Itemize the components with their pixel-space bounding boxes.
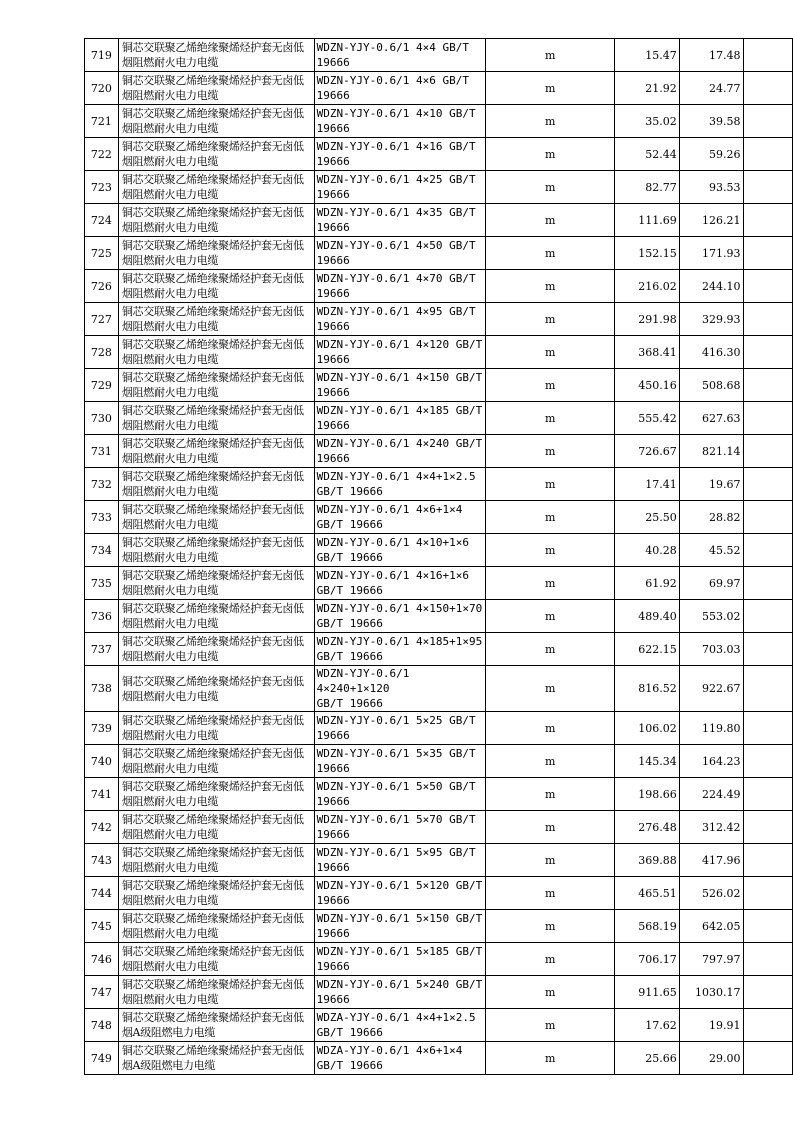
- price-1-cell: 450.16: [615, 369, 680, 402]
- table-row: [85, 633, 793, 666]
- product-name-cell: 铜芯交联聚乙烯绝缘聚烯烃护套无卤低烟阻燃耐火电力电缆: [118, 811, 314, 844]
- price-2-cell: 19.67: [679, 468, 743, 501]
- product-name-cell: 铜芯交联聚乙烯绝缘聚烯烃护套无卤低烟阻燃耐火电力电缆: [118, 534, 314, 567]
- price-2-cell: 164.23: [679, 745, 743, 778]
- product-name-cell: 铜芯交联聚乙烯绝缘聚烯烃护套无卤低烟阻燃耐火电力电缆: [118, 943, 314, 976]
- price-2-cell: 703.03: [679, 633, 743, 666]
- row-number-cell: 748: [85, 1009, 119, 1042]
- blank-cell: [743, 501, 792, 534]
- unit-cell: m: [486, 105, 615, 138]
- blank-cell: [743, 435, 792, 468]
- price-2-cell: 17.48: [679, 39, 743, 72]
- product-name-cell: 铜芯交联聚乙烯绝缘聚烯烃护套无卤低烟阻燃耐火电力电缆: [118, 402, 314, 435]
- price-1-cell: 465.51: [615, 877, 680, 910]
- unit-cell: m: [486, 39, 615, 72]
- table-row: [85, 778, 793, 811]
- price-2-cell: 922.67: [679, 666, 743, 712]
- row-number-cell: 732: [85, 468, 119, 501]
- price-2-cell: 28.82: [679, 501, 743, 534]
- product-name-cell: 铜芯交联聚乙烯绝缘聚烯烃护套无卤低烟阻燃耐火电力电缆: [118, 39, 314, 72]
- table-row: [85, 39, 793, 72]
- price-2-cell: 627.63: [679, 402, 743, 435]
- price-2-cell: 642.05: [679, 910, 743, 943]
- blank-cell: [743, 910, 792, 943]
- product-name-cell: 铜芯交联聚乙烯绝缘聚烯烃护套无卤低烟阻燃耐火电力电缆: [118, 468, 314, 501]
- product-name-cell: 铜芯交联聚乙烯绝缘聚烯烃护套无卤低烟阻燃耐火电力电缆: [118, 270, 314, 303]
- row-number-cell: 744: [85, 877, 119, 910]
- price-1-cell: 17.62: [615, 1009, 680, 1042]
- spec-cell: WDZN-YJY-0.6/1 4×185+1×95 GB/T 19666: [314, 633, 486, 666]
- product-name-cell: 铜芯交联聚乙烯绝缘聚烯烃护套无卤低烟阻燃耐火电力电缆: [118, 435, 314, 468]
- spec-cell: WDZN-YJY-0.6/1 4×16 GB/T 19666: [314, 138, 486, 171]
- row-number-cell: 739: [85, 712, 119, 745]
- table-row: [85, 468, 793, 501]
- blank-cell: [743, 171, 792, 204]
- table-row: [85, 567, 793, 600]
- spec-cell: WDZN-YJY-0.6/1 4×10+1×6 GB/T 19666: [314, 534, 486, 567]
- unit-cell: m: [486, 877, 615, 910]
- spec-cell: WDZN-YJY-0.6/1 5×185 GB/T 19666: [314, 943, 486, 976]
- price-2-cell: 59.26: [679, 138, 743, 171]
- price-1-cell: 17.41: [615, 468, 680, 501]
- price-2-cell: 69.97: [679, 567, 743, 600]
- unit-cell: m: [486, 369, 615, 402]
- row-number-cell: 743: [85, 844, 119, 877]
- row-number-cell: 726: [85, 270, 119, 303]
- price-1-cell: 489.40: [615, 600, 680, 633]
- product-name-cell: 铜芯交联聚乙烯绝缘聚烯烃护套无卤低烟阻燃耐火电力电缆: [118, 369, 314, 402]
- unit-cell: m: [486, 567, 615, 600]
- price-1-cell: 568.19: [615, 910, 680, 943]
- blank-cell: [743, 336, 792, 369]
- price-2-cell: 126.21: [679, 204, 743, 237]
- price-2-cell: 224.49: [679, 778, 743, 811]
- spec-cell: WDZN-YJY-0.6/1 4×4+1×2.5 GB/T 19666: [314, 468, 486, 501]
- table-row: [85, 204, 793, 237]
- price-2-cell: 19.91: [679, 1009, 743, 1042]
- table-row: [85, 138, 793, 171]
- blank-cell: [743, 666, 792, 712]
- spec-cell: WDZN-YJY-0.6/1 4×150+1×70 GB/T 19666: [314, 600, 486, 633]
- table-row: [85, 270, 793, 303]
- price-1-cell: 368.41: [615, 336, 680, 369]
- blank-cell: [743, 237, 792, 270]
- product-name-cell: 铜芯交联聚乙烯绝缘聚烯烃护套无卤低烟阻燃耐火电力电缆: [118, 72, 314, 105]
- price-2-cell: 119.80: [679, 712, 743, 745]
- unit-cell: m: [486, 600, 615, 633]
- row-number-cell: 733: [85, 501, 119, 534]
- unit-cell: m: [486, 171, 615, 204]
- spec-cell: WDZN-YJY-0.6/1 4×240 GB/T 19666: [314, 435, 486, 468]
- unit-cell: m: [486, 138, 615, 171]
- table-row: [85, 666, 793, 712]
- spec-cell: WDZN-YJY-0.6/1 4×120 GB/T 19666: [314, 336, 486, 369]
- product-name-cell: 铜芯交联聚乙烯绝缘聚烯烃护套无卤低烟阻燃耐火电力电缆: [118, 237, 314, 270]
- product-name-cell: 铜芯交联聚乙烯绝缘聚烯烃护套无卤低烟阻燃耐火电力电缆: [118, 501, 314, 534]
- price-1-cell: 61.92: [615, 567, 680, 600]
- spec-cell: WDZN-YJY-0.6/1 5×35 GB/T 19666: [314, 745, 486, 778]
- row-number-cell: 749: [85, 1042, 119, 1075]
- row-number-cell: 746: [85, 943, 119, 976]
- product-name-cell: 铜芯交联聚乙烯绝缘聚烯烃护套无卤低烟阻燃耐火电力电缆: [118, 844, 314, 877]
- table-row: [85, 501, 793, 534]
- table-row: [85, 171, 793, 204]
- row-number-cell: 737: [85, 633, 119, 666]
- unit-cell: m: [486, 270, 615, 303]
- unit-cell: m: [486, 468, 615, 501]
- price-1-cell: 555.42: [615, 402, 680, 435]
- table-row: [85, 976, 793, 1009]
- blank-cell: [743, 844, 792, 877]
- unit-cell: m: [486, 745, 615, 778]
- unit-cell: m: [486, 778, 615, 811]
- spec-cell: WDZN-YJY-0.6/1 4×35 GB/T 19666: [314, 204, 486, 237]
- product-name-cell: 铜芯交联聚乙烯绝缘聚烯烃护套无卤低烟阻燃耐火电力电缆: [118, 600, 314, 633]
- spec-cell: WDZN-YJY-0.6/1 5×25 GB/T 19666: [314, 712, 486, 745]
- price-1-cell: 911.65: [615, 976, 680, 1009]
- row-number-cell: 745: [85, 910, 119, 943]
- row-number-cell: 734: [85, 534, 119, 567]
- table-row: [85, 877, 793, 910]
- row-number-cell: 722: [85, 138, 119, 171]
- row-number-cell: 741: [85, 778, 119, 811]
- unit-cell: m: [486, 811, 615, 844]
- price-1-cell: 216.02: [615, 270, 680, 303]
- unit-cell: m: [486, 712, 615, 745]
- price-2-cell: 39.58: [679, 105, 743, 138]
- spec-cell: WDZN-YJY-0.6/1 4×25 GB/T 19666: [314, 171, 486, 204]
- spec-cell: WDZN-YJY-0.6/1 4×95 GB/T 19666: [314, 303, 486, 336]
- unit-cell: m: [486, 534, 615, 567]
- row-number-cell: 725: [85, 237, 119, 270]
- unit-cell: m: [486, 402, 615, 435]
- price-1-cell: 369.88: [615, 844, 680, 877]
- spec-cell: WDZN-YJY-0.6/1 4×6 GB/T 19666: [314, 72, 486, 105]
- product-name-cell: 铜芯交联聚乙烯绝缘聚烯烃护套无卤低烟阻燃耐火电力电缆: [118, 666, 314, 712]
- price-2-cell: 508.68: [679, 369, 743, 402]
- price-1-cell: 25.66: [615, 1042, 680, 1075]
- spec-cell: WDZN-YJY-0.6/1 5×95 GB/T 19666: [314, 844, 486, 877]
- product-name-cell: 铜芯交联聚乙烯绝缘聚烯烃护套无卤低烟阻燃耐火电力电缆: [118, 567, 314, 600]
- price-2-cell: 416.30: [679, 336, 743, 369]
- row-number-cell: 719: [85, 39, 119, 72]
- price-1-cell: 145.34: [615, 745, 680, 778]
- table-body: [85, 39, 793, 1075]
- price-1-cell: 706.17: [615, 943, 680, 976]
- table-row: [85, 600, 793, 633]
- price-2-cell: 553.02: [679, 600, 743, 633]
- table-row: [85, 745, 793, 778]
- blank-cell: [743, 138, 792, 171]
- spec-cell: WDZN-YJY-0.6/1 5×50 GB/T 19666: [314, 778, 486, 811]
- blank-cell: [743, 402, 792, 435]
- price-1-cell: 816.52: [615, 666, 680, 712]
- product-name-cell: 铜芯交联聚乙烯绝缘聚烯烃护套无卤低烟阻燃耐火电力电缆: [118, 633, 314, 666]
- spec-cell: WDZN-YJY-0.6/1 4×150 GB/T 19666: [314, 369, 486, 402]
- product-name-cell: 铜芯交联聚乙烯绝缘聚烯烃护套无卤低烟阻燃耐火电力电缆: [118, 336, 314, 369]
- price-1-cell: 622.15: [615, 633, 680, 666]
- price-2-cell: 1030.17: [679, 976, 743, 1009]
- spec-cell: WDZN-YJY-0.6/1 4×185 GB/T 19666: [314, 402, 486, 435]
- row-number-cell: 720: [85, 72, 119, 105]
- price-2-cell: 244.10: [679, 270, 743, 303]
- product-name-cell: 铜芯交联聚乙烯绝缘聚烯烃护套无卤低烟阻燃耐火电力电缆: [118, 171, 314, 204]
- price-2-cell: 329.93: [679, 303, 743, 336]
- price-2-cell: 24.77: [679, 72, 743, 105]
- product-name-cell: 铜芯交联聚乙烯绝缘聚烯烃护套无卤低烟阻燃耐火电力电缆: [118, 976, 314, 1009]
- spec-cell: WDZN-YJY-0.6/1 4×6+1×4 GB/T 19666: [314, 501, 486, 534]
- row-number-cell: 723: [85, 171, 119, 204]
- price-1-cell: 82.77: [615, 171, 680, 204]
- row-number-cell: 730: [85, 402, 119, 435]
- unit-cell: m: [486, 1042, 615, 1075]
- table-row: [85, 237, 793, 270]
- blank-cell: [743, 600, 792, 633]
- unit-cell: m: [486, 1009, 615, 1042]
- product-name-cell: 铜芯交联聚乙烯绝缘聚烯烃护套无卤低烟阻燃耐火电力电缆: [118, 105, 314, 138]
- table-row: [85, 369, 793, 402]
- row-number-cell: 742: [85, 811, 119, 844]
- row-number-cell: 731: [85, 435, 119, 468]
- table-row: [85, 72, 793, 105]
- row-number-cell: 721: [85, 105, 119, 138]
- unit-cell: m: [486, 72, 615, 105]
- unit-cell: m: [486, 666, 615, 712]
- spec-cell: WDZN-YJY-0.6/1 5×70 GB/T 19666: [314, 811, 486, 844]
- row-number-cell: 724: [85, 204, 119, 237]
- spec-cell: WDZN-YJY-0.6/1 4×70 GB/T 19666: [314, 270, 486, 303]
- price-1-cell: 15.47: [615, 39, 680, 72]
- blank-cell: [743, 976, 792, 1009]
- spec-cell: WDZA-YJY-0.6/1 4×4+1×2.5 GB/T 19666: [314, 1009, 486, 1042]
- blank-cell: [743, 712, 792, 745]
- price-2-cell: 417.96: [679, 844, 743, 877]
- blank-cell: [743, 943, 792, 976]
- price-2-cell: 526.02: [679, 877, 743, 910]
- unit-cell: m: [486, 435, 615, 468]
- blank-cell: [743, 877, 792, 910]
- unit-cell: m: [486, 237, 615, 270]
- table-row: [85, 534, 793, 567]
- blank-cell: [743, 633, 792, 666]
- row-number-cell: 735: [85, 567, 119, 600]
- table-row: [85, 844, 793, 877]
- unit-cell: m: [486, 910, 615, 943]
- unit-cell: m: [486, 303, 615, 336]
- price-1-cell: 21.92: [615, 72, 680, 105]
- blank-cell: [743, 778, 792, 811]
- price-2-cell: 797.97: [679, 943, 743, 976]
- product-name-cell: 铜芯交联聚乙烯绝缘聚烯烃护套无卤低烟A级阻燃电力电缆: [118, 1009, 314, 1042]
- product-name-cell: 铜芯交联聚乙烯绝缘聚烯烃护套无卤低烟阻燃耐火电力电缆: [118, 910, 314, 943]
- unit-cell: m: [486, 943, 615, 976]
- row-number-cell: 736: [85, 600, 119, 633]
- price-1-cell: 291.98: [615, 303, 680, 336]
- blank-cell: [743, 369, 792, 402]
- unit-cell: m: [486, 976, 615, 1009]
- table-row: [85, 1009, 793, 1042]
- unit-cell: m: [486, 204, 615, 237]
- table-row: [85, 105, 793, 138]
- spec-cell: WDZN-YJY-0.6/1 4×4 GB/T 19666: [314, 39, 486, 72]
- spec-cell: WDZN-YJY-0.6/1 4×50 GB/T 19666: [314, 237, 486, 270]
- unit-cell: m: [486, 336, 615, 369]
- blank-cell: [743, 303, 792, 336]
- spec-cell: WDZN-YJY-0.6/1 4×10 GB/T 19666: [314, 105, 486, 138]
- price-2-cell: 312.42: [679, 811, 743, 844]
- spec-cell: WDZA-YJY-0.6/1 4×6+1×4 GB/T 19666: [314, 1042, 486, 1075]
- product-name-cell: 铜芯交联聚乙烯绝缘聚烯烃护套无卤低烟阻燃耐火电力电缆: [118, 877, 314, 910]
- price-1-cell: 111.69: [615, 204, 680, 237]
- product-name-cell: 铜芯交联聚乙烯绝缘聚烯烃护套无卤低烟阻燃耐火电力电缆: [118, 778, 314, 811]
- blank-cell: [743, 811, 792, 844]
- product-name-cell: 铜芯交联聚乙烯绝缘聚烯烃护套无卤低烟A级阻燃电力电缆: [118, 1042, 314, 1075]
- blank-cell: [743, 105, 792, 138]
- price-1-cell: 152.15: [615, 237, 680, 270]
- product-name-cell: 铜芯交联聚乙烯绝缘聚烯烃护套无卤低烟阻燃耐火电力电缆: [118, 204, 314, 237]
- row-number-cell: 738: [85, 666, 119, 712]
- price-1-cell: 276.48: [615, 811, 680, 844]
- unit-cell: m: [486, 844, 615, 877]
- row-number-cell: 727: [85, 303, 119, 336]
- row-number-cell: 747: [85, 976, 119, 1009]
- blank-cell: [743, 534, 792, 567]
- price-2-cell: 93.53: [679, 171, 743, 204]
- unit-cell: m: [486, 501, 615, 534]
- blank-cell: [743, 468, 792, 501]
- price-1-cell: 40.28: [615, 534, 680, 567]
- row-number-cell: 740: [85, 745, 119, 778]
- blank-cell: [743, 567, 792, 600]
- spec-cell: WDZN-YJY-0.6/1 5×120 GB/T 19666: [314, 877, 486, 910]
- price-1-cell: 52.44: [615, 138, 680, 171]
- product-name-cell: 铜芯交联聚乙烯绝缘聚烯烃护套无卤低烟阻燃耐火电力电缆: [118, 138, 314, 171]
- spec-cell: WDZN-YJY-0.6/1 5×150 GB/T 19666: [314, 910, 486, 943]
- blank-cell: [743, 39, 792, 72]
- price-1-cell: 726.67: [615, 435, 680, 468]
- price-2-cell: 29.00: [679, 1042, 743, 1075]
- blank-cell: [743, 72, 792, 105]
- table-row: [85, 811, 793, 844]
- table-row: [85, 943, 793, 976]
- table-row: [85, 336, 793, 369]
- product-name-cell: 铜芯交联聚乙烯绝缘聚烯烃护套无卤低烟阻燃耐火电力电缆: [118, 745, 314, 778]
- spec-cell: WDZN-YJY-0.6/1 4×240+1×120 GB/T 19666: [314, 666, 486, 712]
- table-row: [85, 435, 793, 468]
- table-row: [85, 402, 793, 435]
- row-number-cell: 729: [85, 369, 119, 402]
- row-number-cell: 728: [85, 336, 119, 369]
- blank-cell: [743, 204, 792, 237]
- price-2-cell: 821.14: [679, 435, 743, 468]
- price-1-cell: 106.02: [615, 712, 680, 745]
- product-name-cell: 铜芯交联聚乙烯绝缘聚烯烃护套无卤低烟阻燃耐火电力电缆: [118, 303, 314, 336]
- price-2-cell: 171.93: [679, 237, 743, 270]
- spec-cell: WDZN-YJY-0.6/1 5×240 GB/T 19666: [314, 976, 486, 1009]
- spec-cell: WDZN-YJY-0.6/1 4×16+1×6 GB/T 19666: [314, 567, 486, 600]
- price-1-cell: 25.50: [615, 501, 680, 534]
- table-row: [85, 712, 793, 745]
- unit-cell: m: [486, 633, 615, 666]
- table-row: [85, 303, 793, 336]
- blank-cell: [743, 1042, 792, 1075]
- table-row: [85, 1042, 793, 1075]
- blank-cell: [743, 270, 792, 303]
- price-table: [84, 38, 793, 1075]
- price-2-cell: 45.52: [679, 534, 743, 567]
- price-1-cell: 35.02: [615, 105, 680, 138]
- product-name-cell: 铜芯交联聚乙烯绝缘聚烯烃护套无卤低烟阻燃耐火电力电缆: [118, 712, 314, 745]
- price-1-cell: 198.66: [615, 778, 680, 811]
- table-row: [85, 910, 793, 943]
- blank-cell: [743, 1009, 792, 1042]
- blank-cell: [743, 745, 792, 778]
